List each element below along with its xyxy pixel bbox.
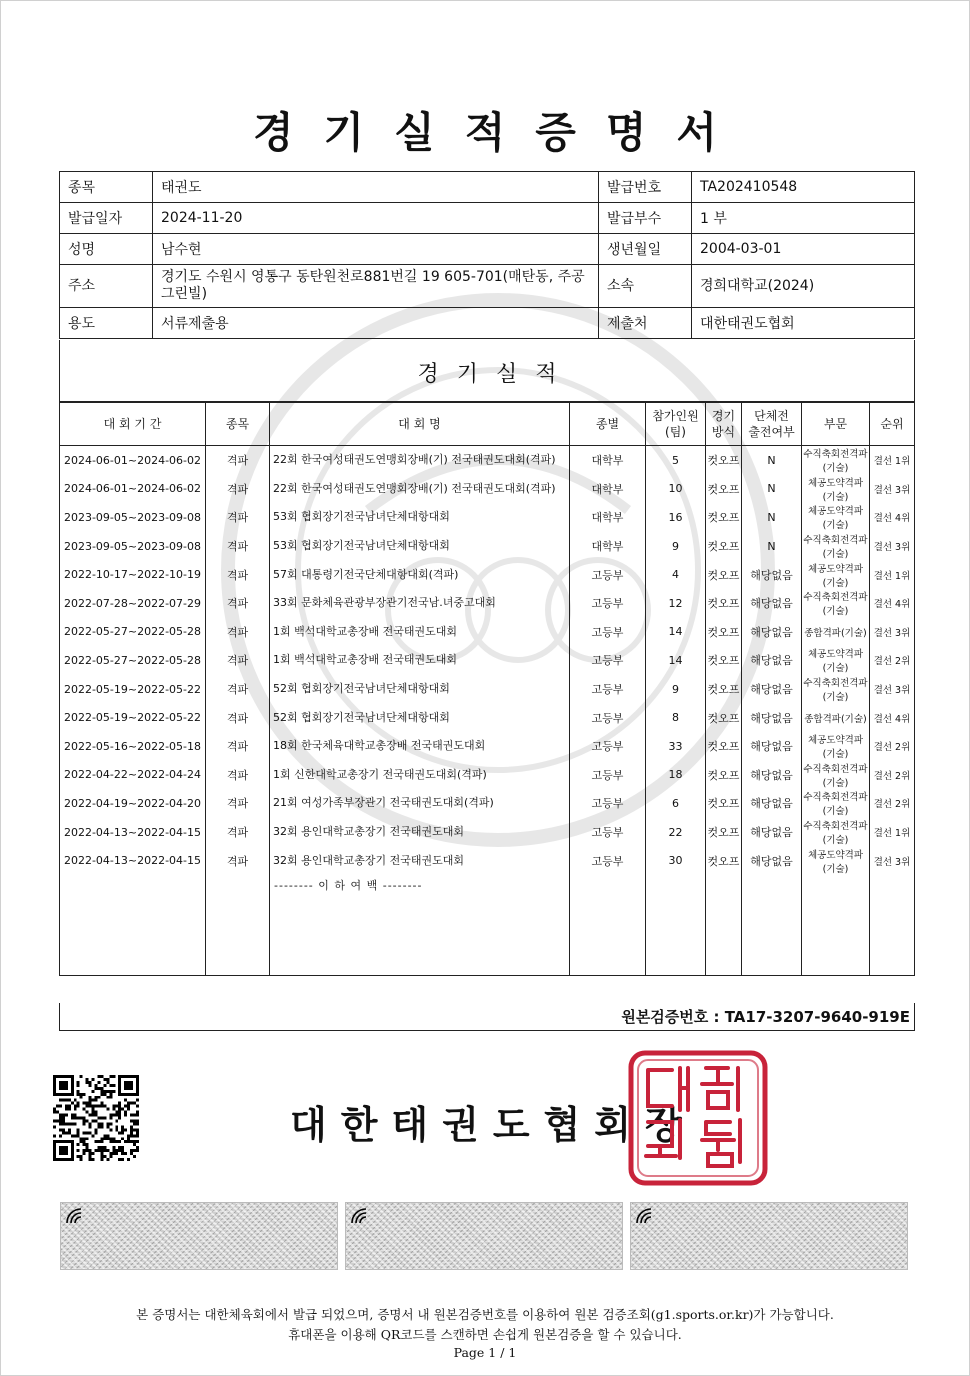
address-label: 주소 bbox=[60, 265, 153, 308]
record-competition: 21회 여성가족부장관기 전국태권도대회(격파) bbox=[270, 789, 570, 818]
footer-notice-2: 휴대폰을 이용해 QR코드를 스캔하면 손쉽게 원본검증을 할 수 있습니다. bbox=[288, 1327, 682, 1342]
name-label: 성명 bbox=[60, 234, 153, 265]
copies-label: 발급부수 bbox=[599, 203, 692, 234]
record-event: 격파 bbox=[206, 560, 270, 589]
record-team: 해당없음 bbox=[742, 789, 802, 818]
issuer-name: 대한태권도협회장 bbox=[290, 1103, 696, 1147]
records-title: 경기실적 bbox=[417, 362, 575, 387]
record-team: 해당없음 bbox=[742, 675, 802, 704]
qr-code[interactable] bbox=[53, 1075, 139, 1161]
record-division: 수직축회전격파(기술) bbox=[802, 589, 870, 618]
record-method: 컷오프 bbox=[706, 789, 742, 818]
record-division: 종합격파(기술) bbox=[802, 703, 870, 732]
purpose-label: 용도 bbox=[60, 308, 153, 339]
filler-cell bbox=[802, 875, 870, 976]
record-category: 대학부 bbox=[570, 503, 646, 532]
record-participants: 9 bbox=[646, 532, 706, 561]
security-pattern-1 bbox=[60, 1202, 338, 1270]
record-team: 해당없음 bbox=[742, 646, 802, 675]
security-pattern-2 bbox=[345, 1202, 623, 1270]
sport-value: 태권도 bbox=[153, 172, 599, 203]
record-category: 고등부 bbox=[570, 761, 646, 790]
filler-cell bbox=[870, 875, 915, 976]
record-division: 수직축회전격파(기술) bbox=[802, 761, 870, 790]
record-team: N bbox=[742, 503, 802, 532]
filler-cell bbox=[270, 875, 570, 976]
record-method: 컷오프 bbox=[706, 818, 742, 847]
table-row bbox=[60, 446, 915, 475]
record-period: 2022-10-17~2022-10-19 bbox=[60, 560, 206, 589]
record-period: 2024-06-01~2024-06-02 bbox=[60, 446, 206, 475]
record-competition: 52회 협회장기전국남녀단체대항대회 bbox=[270, 703, 570, 732]
record-participants: 10 bbox=[646, 475, 706, 504]
record-participants: 12 bbox=[646, 589, 706, 618]
record-category: 고등부 bbox=[570, 818, 646, 847]
record-event: 격파 bbox=[206, 618, 270, 647]
header-event: 종목 bbox=[206, 403, 270, 446]
record-category: 고등부 bbox=[570, 646, 646, 675]
record-rank: 결선 1위 bbox=[870, 446, 915, 475]
record-division: 체공도약격파(기술) bbox=[802, 475, 870, 504]
table-row bbox=[60, 846, 915, 875]
header-period: 대 회 기 간 bbox=[60, 403, 206, 446]
filler-cell bbox=[570, 875, 646, 976]
header-team bbox=[742, 403, 802, 446]
record-method: 컷오프 bbox=[706, 846, 742, 875]
header-method-line2: 방식 bbox=[711, 425, 736, 439]
footer-notice-1: 본 증명서는 대한체육회에서 발급 되었으며, 증명서 내 원본검증번호를 이용하여 원본 검증조회(g1.sports.or.kr)가 가능합니다. bbox=[136, 1307, 834, 1322]
record-team: 해당없음 bbox=[742, 818, 802, 847]
official-seal bbox=[628, 1050, 768, 1186]
header-competition: 대 회 명 bbox=[270, 403, 570, 446]
record-period: 2022-07-28~2022-07-29 bbox=[60, 589, 206, 618]
record-category: 대학부 bbox=[570, 475, 646, 504]
filler-row bbox=[60, 875, 915, 976]
table-row bbox=[60, 589, 915, 618]
purpose-value: 서류제출용 bbox=[153, 308, 599, 339]
record-participants: 14 bbox=[646, 618, 706, 647]
record-category: 고등부 bbox=[570, 732, 646, 761]
issue-no-value: TA202410548 bbox=[692, 172, 915, 203]
filler-cell bbox=[706, 875, 742, 976]
record-period: 2023-09-05~2023-09-08 bbox=[60, 532, 206, 561]
record-team: 해당없음 bbox=[742, 560, 802, 589]
record-method: 컷오프 bbox=[706, 503, 742, 532]
record-event: 격파 bbox=[206, 532, 270, 561]
record-period: 2022-04-13~2022-04-15 bbox=[60, 846, 206, 875]
record-team: 해당없음 bbox=[742, 732, 802, 761]
end-marker: -------- 이 하 여 백 -------- bbox=[274, 878, 423, 892]
record-participants: 14 bbox=[646, 646, 706, 675]
record-division: 체공도약격파(기술) bbox=[802, 646, 870, 675]
table-row bbox=[60, 703, 915, 732]
record-rank: 결선 4위 bbox=[870, 703, 915, 732]
table-row bbox=[60, 675, 915, 704]
name-value: 남수현 bbox=[153, 234, 599, 265]
issue-date-label: 발급일자 bbox=[60, 203, 153, 234]
record-event: 격파 bbox=[206, 446, 270, 475]
record-division: 수직축회전격파(기술) bbox=[802, 818, 870, 847]
record-category: 고등부 bbox=[570, 618, 646, 647]
filler-cell bbox=[206, 875, 270, 976]
address-value: 경기도 수원시 영통구 동탄원천로881번길 19 605-701(매탄동, 주공그린빌) bbox=[153, 265, 599, 308]
record-method: 컷오프 bbox=[706, 703, 742, 732]
page-number: Page 1 / 1 bbox=[453, 1345, 517, 1360]
submit-to-label: 제출처 bbox=[599, 308, 692, 339]
record-division: 수직축회전격파(기술) bbox=[802, 789, 870, 818]
record-period: 2022-04-19~2022-04-20 bbox=[60, 789, 206, 818]
table-row bbox=[60, 560, 915, 589]
record-participants: 6 bbox=[646, 789, 706, 818]
table-row bbox=[60, 732, 915, 761]
record-method: 컷오프 bbox=[706, 589, 742, 618]
record-period: 2024-06-01~2024-06-02 bbox=[60, 475, 206, 504]
record-participants: 8 bbox=[646, 703, 706, 732]
record-competition: 22회 한국여성태권도연맹회장배(기) 전국태권도대회(격파) bbox=[270, 475, 570, 504]
security-arc-icon bbox=[65, 1207, 83, 1225]
affiliation-value: 경희대학교(2024) bbox=[692, 265, 915, 308]
issue-no-label: 발급번호 bbox=[599, 172, 692, 203]
submit-to-value: 대한태권도협회 bbox=[692, 308, 915, 339]
record-period: 2022-05-19~2022-05-22 bbox=[60, 675, 206, 704]
record-method: 컷오프 bbox=[706, 532, 742, 561]
record-competition: 22회 한국여성태권도연맹회장배(기) 전국태권도대회(격파) bbox=[270, 446, 570, 475]
affiliation-label: 소속 bbox=[599, 265, 692, 308]
record-participants: 22 bbox=[646, 818, 706, 847]
record-division: 수직축회전격파(기술) bbox=[802, 675, 870, 704]
record-competition: 32회 용인대학교총장기 전국태권도대회 bbox=[270, 818, 570, 847]
document-title: 경기실적증명서 bbox=[252, 108, 747, 157]
record-division: 수직축회전격파(기술) bbox=[802, 532, 870, 561]
record-rank: 결선 2위 bbox=[870, 732, 915, 761]
header-team-line2: 출전여부 bbox=[748, 425, 795, 439]
table-row bbox=[60, 503, 915, 532]
record-rank: 결선 4위 bbox=[870, 503, 915, 532]
record-division: 체공도약격파(기술) bbox=[802, 560, 870, 589]
record-event: 격파 bbox=[206, 589, 270, 618]
record-event: 격파 bbox=[206, 646, 270, 675]
record-competition: 1회 신한대학교총장기 전국태권도대회(격파) bbox=[270, 761, 570, 790]
record-team: 해당없음 bbox=[742, 761, 802, 790]
info-table bbox=[59, 171, 915, 339]
record-team: 해당없음 bbox=[742, 589, 802, 618]
header-participants bbox=[646, 403, 706, 446]
record-rank: 결선 2위 bbox=[870, 761, 915, 790]
record-method: 컷오프 bbox=[706, 618, 742, 647]
record-period: 2022-05-27~2022-05-28 bbox=[60, 646, 206, 675]
record-event: 격파 bbox=[206, 503, 270, 532]
record-period: 2022-04-22~2022-04-24 bbox=[60, 761, 206, 790]
security-arc-icon bbox=[350, 1207, 368, 1225]
header-category: 종별 bbox=[570, 403, 646, 446]
record-period: 2022-05-16~2022-05-18 bbox=[60, 732, 206, 761]
copies-value: 1 부 bbox=[692, 203, 915, 234]
table-row bbox=[60, 789, 915, 818]
record-rank: 결선 3위 bbox=[870, 675, 915, 704]
record-category: 고등부 bbox=[570, 789, 646, 818]
record-participants: 4 bbox=[646, 560, 706, 589]
record-period: 2022-05-27~2022-05-28 bbox=[60, 618, 206, 647]
record-rank: 결선 2위 bbox=[870, 646, 915, 675]
security-arc-icon bbox=[635, 1207, 653, 1225]
record-category: 고등부 bbox=[570, 589, 646, 618]
record-method: 컷오프 bbox=[706, 446, 742, 475]
table-row bbox=[60, 761, 915, 790]
record-rank: 결선 1위 bbox=[870, 818, 915, 847]
record-rank: 결선 1위 bbox=[870, 560, 915, 589]
record-team: N bbox=[742, 532, 802, 561]
filler-cell bbox=[60, 875, 206, 976]
record-participants: 9 bbox=[646, 675, 706, 704]
table-row bbox=[60, 646, 915, 675]
record-method: 컷오프 bbox=[706, 475, 742, 504]
record-method: 컷오프 bbox=[706, 560, 742, 589]
record-division: 수직축회전격파(기술) bbox=[802, 446, 870, 475]
record-period: 2022-04-13~2022-04-15 bbox=[60, 818, 206, 847]
record-competition: 33회 문화체육관광부장관기전국남.녀중고대회 bbox=[270, 589, 570, 618]
record-event: 격파 bbox=[206, 703, 270, 732]
record-team: 해당없음 bbox=[742, 846, 802, 875]
record-category: 고등부 bbox=[570, 560, 646, 589]
record-event: 격파 bbox=[206, 818, 270, 847]
records-body bbox=[60, 446, 915, 976]
record-team: N bbox=[742, 475, 802, 504]
record-method: 컷오프 bbox=[706, 646, 742, 675]
header-method bbox=[706, 403, 742, 446]
table-row bbox=[60, 475, 915, 504]
record-participants: 30 bbox=[646, 846, 706, 875]
birth-value: 2004-03-01 bbox=[692, 234, 915, 265]
record-event: 격파 bbox=[206, 789, 270, 818]
record-rank: 결선 3위 bbox=[870, 618, 915, 647]
table-row bbox=[60, 532, 915, 561]
record-rank: 결선 3위 bbox=[870, 846, 915, 875]
record-competition: 32회 용인대학교총장기 전국태권도대회 bbox=[270, 846, 570, 875]
birth-label: 생년월일 bbox=[599, 234, 692, 265]
record-competition: 53회 협회장기전국남녀단체대항대회 bbox=[270, 503, 570, 532]
record-participants: 16 bbox=[646, 503, 706, 532]
filler-cell bbox=[742, 875, 802, 976]
record-period: 2022-05-19~2022-05-22 bbox=[60, 703, 206, 732]
record-competition: 52회 협회장기전국남녀단체대항대회 bbox=[270, 675, 570, 704]
record-team: 해당없음 bbox=[742, 703, 802, 732]
record-category: 대학부 bbox=[570, 532, 646, 561]
table-row bbox=[60, 618, 915, 647]
record-rank: 결선 3위 bbox=[870, 532, 915, 561]
record-competition: 1회 백석대학교총장배 전국태권도대회 bbox=[270, 618, 570, 647]
record-division: 체공도약격파(기술) bbox=[802, 846, 870, 875]
record-team: N bbox=[742, 446, 802, 475]
record-event: 격파 bbox=[206, 675, 270, 704]
record-method: 컷오프 bbox=[706, 732, 742, 761]
record-category: 고등부 bbox=[570, 703, 646, 732]
header-method-line1: 경기 bbox=[711, 409, 736, 423]
header-participants-line2: (팀) bbox=[665, 425, 686, 439]
record-participants: 5 bbox=[646, 446, 706, 475]
verification-number: 원본검증번호 : TA17-3207-9640-919E bbox=[59, 1003, 915, 1031]
filler-cell bbox=[646, 875, 706, 976]
record-division: 체공도약격파(기술) bbox=[802, 503, 870, 532]
record-division: 종합격파(기술) bbox=[802, 618, 870, 647]
record-event: 격파 bbox=[206, 846, 270, 875]
record-team: 해당없음 bbox=[742, 618, 802, 647]
sport-label: 종목 bbox=[60, 172, 153, 203]
record-event: 격파 bbox=[206, 761, 270, 790]
record-participants: 33 bbox=[646, 732, 706, 761]
record-competition: 53회 협회장기전국남녀단체대항대회 bbox=[270, 532, 570, 561]
record-event: 격파 bbox=[206, 475, 270, 504]
record-rank: 결선 4위 bbox=[870, 589, 915, 618]
security-pattern-3 bbox=[630, 1202, 908, 1270]
record-competition: 18회 한국체육대학교총장배 전국태권도대회 bbox=[270, 732, 570, 761]
record-period: 2023-09-05~2023-09-08 bbox=[60, 503, 206, 532]
header-rank: 순위 bbox=[870, 403, 915, 446]
header-participants-line1: 참가인원 bbox=[652, 409, 699, 423]
record-category: 고등부 bbox=[570, 846, 646, 875]
header-division: 부문 bbox=[802, 403, 870, 446]
table-row bbox=[60, 818, 915, 847]
record-event: 격파 bbox=[206, 732, 270, 761]
record-rank: 결선 3위 bbox=[870, 475, 915, 504]
record-competition: 1회 백석대학교총장배 전국태권도대회 bbox=[270, 646, 570, 675]
record-method: 컷오프 bbox=[706, 761, 742, 790]
record-category: 고등부 bbox=[570, 675, 646, 704]
record-competition: 57회 대통령기전국단체대항대회(격파) bbox=[270, 560, 570, 589]
record-rank: 결선 2위 bbox=[870, 789, 915, 818]
record-division: 체공도약격파(기술) bbox=[802, 732, 870, 761]
record-participants: 18 bbox=[646, 761, 706, 790]
record-method: 컷오프 bbox=[706, 675, 742, 704]
record-category: 대학부 bbox=[570, 446, 646, 475]
issue-date-value: 2024-11-20 bbox=[153, 203, 599, 234]
records-table bbox=[59, 402, 915, 976]
header-team-line1: 단체전 bbox=[754, 409, 789, 423]
